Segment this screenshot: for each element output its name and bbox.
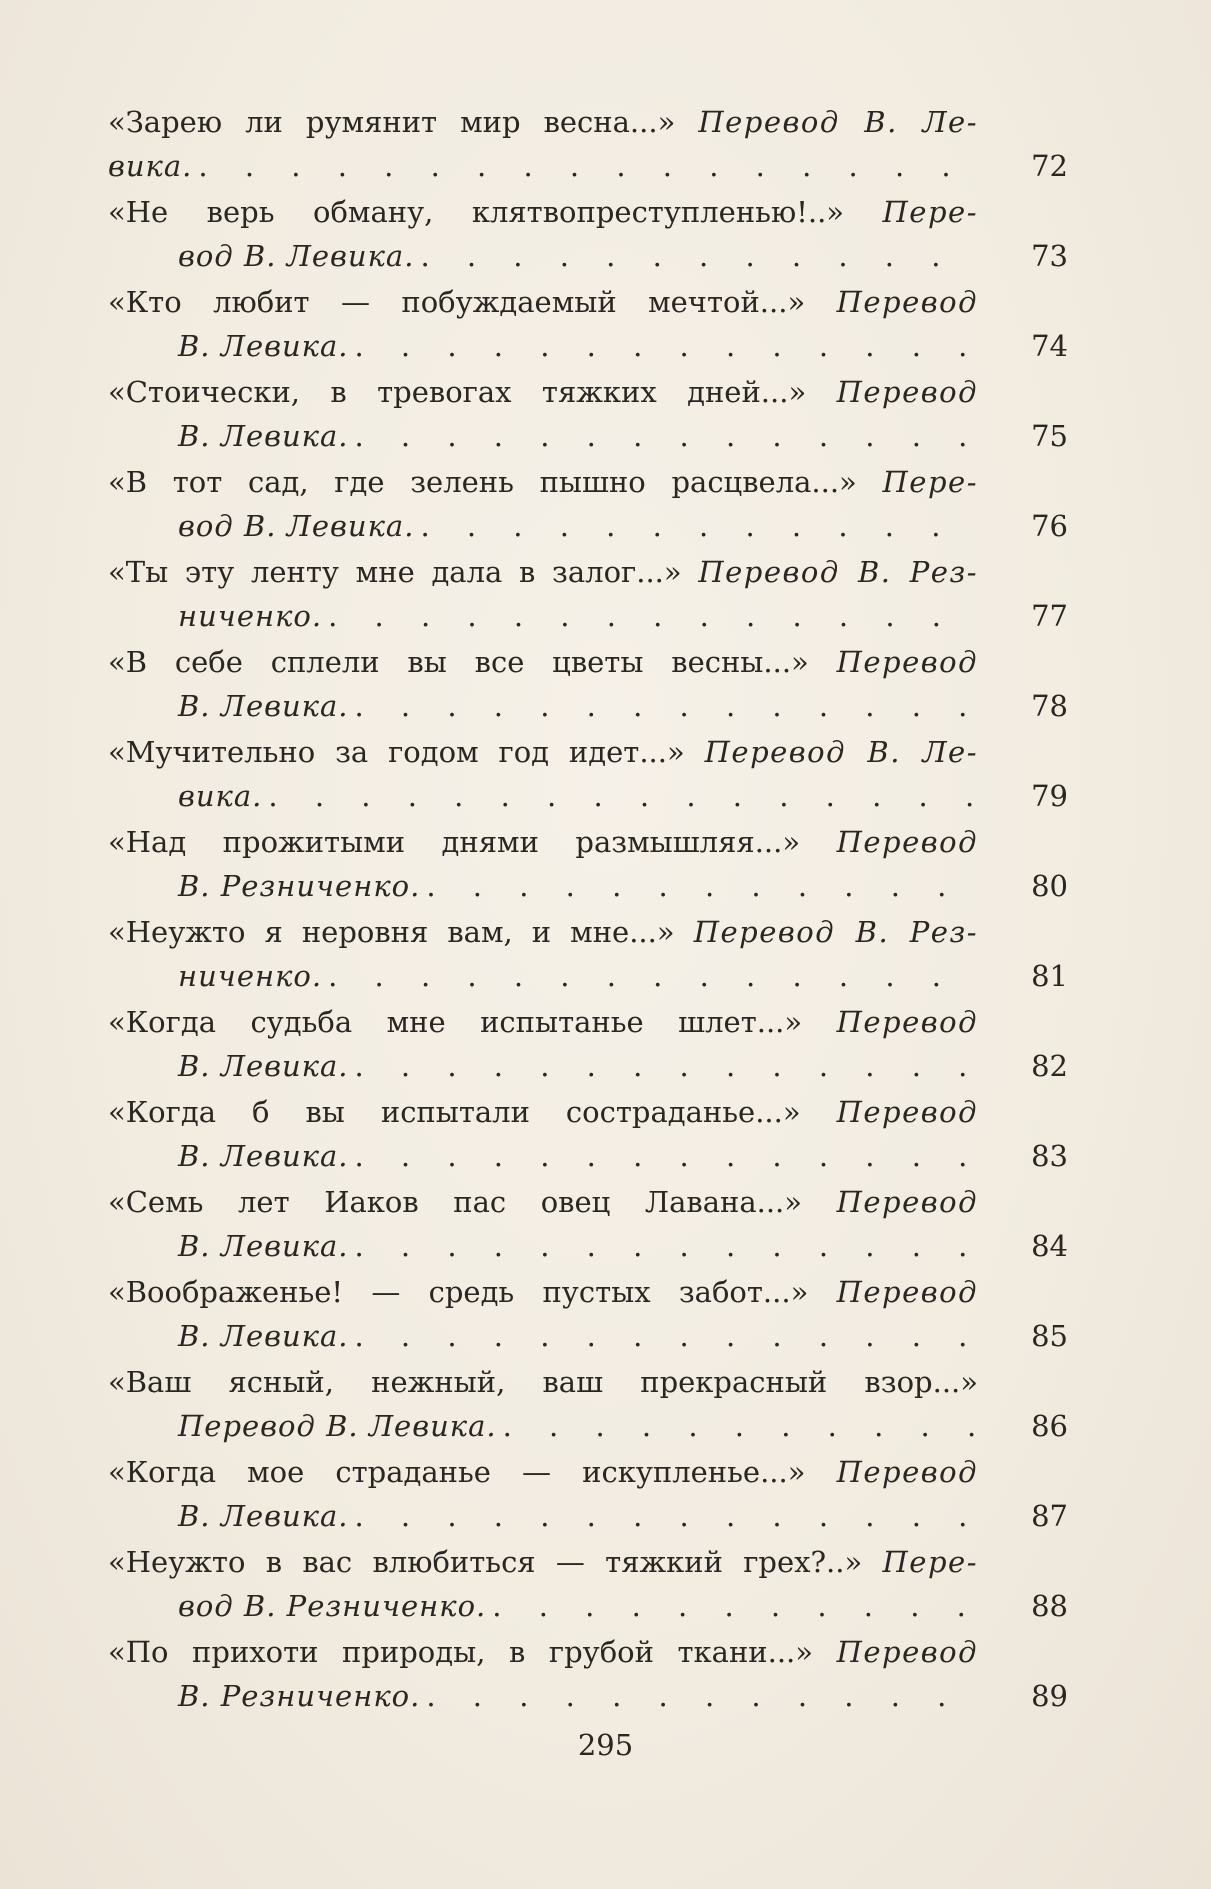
poem-first-line: «Зарею ли румянит мир весна...» bbox=[108, 105, 676, 139]
translator-credit: Перевод bbox=[836, 375, 978, 409]
toc-entry bbox=[108, 1360, 1068, 1450]
poem-first-line: «Когда б вы испытали состраданье...» bbox=[108, 1095, 801, 1129]
page-number: 83 bbox=[1031, 1139, 1068, 1173]
translator-credit: Перевод bbox=[836, 645, 978, 679]
page-number: 80 bbox=[1031, 869, 1068, 903]
translator-credit: Перевод bbox=[836, 1455, 978, 1489]
translator-credit-continued: В. Левика. bbox=[178, 1229, 349, 1263]
poem-first-line: «Ваш ясный, нежный, ваш прекрасный взор...» bbox=[108, 1365, 978, 1399]
toc-entry bbox=[108, 1630, 1068, 1720]
page-number: 73 bbox=[1031, 239, 1068, 273]
translator-credit: Пере- bbox=[882, 465, 978, 499]
translator-credit-continued: В. Левика. bbox=[178, 1319, 349, 1353]
page-number: 81 bbox=[1031, 959, 1068, 993]
poem-first-line: «Когда мое страданье — искупленье...» bbox=[108, 1455, 806, 1489]
poem-first-line: «Кто любит — побуждаемый мечтой...» bbox=[108, 285, 806, 319]
page-number: 74 bbox=[1031, 329, 1068, 363]
leader-dots bbox=[420, 864, 978, 908]
translator-credit: Пере- bbox=[882, 195, 978, 229]
translator-credit: Перевод bbox=[836, 285, 978, 319]
translator-credit-continued: вика. bbox=[108, 149, 193, 183]
page-number: 72 bbox=[1031, 149, 1068, 183]
leader-dots bbox=[322, 594, 978, 638]
toc-entry bbox=[108, 1540, 1068, 1630]
page-number: 88 bbox=[1031, 1589, 1068, 1623]
leader-dots bbox=[486, 1584, 978, 1628]
toc-entry bbox=[108, 910, 1068, 1000]
leader-dots bbox=[349, 684, 979, 728]
poem-first-line: «В тот сад, где зелень пышно расцвела...» bbox=[108, 465, 857, 499]
leader-dots bbox=[414, 504, 978, 548]
poem-first-line: «Когда судьба мне испытанье шлет...» bbox=[108, 1005, 803, 1039]
poem-first-line: «Над прожитыми днями размышляя...» bbox=[108, 825, 801, 859]
leader-dots bbox=[349, 1494, 979, 1538]
translator-credit-continued: ниченко. bbox=[178, 599, 323, 633]
toc-entry bbox=[108, 550, 1068, 640]
translator-credit-continued: В. Левика. bbox=[178, 1049, 349, 1083]
leader-dots bbox=[349, 1134, 979, 1178]
page-number: 86 bbox=[1031, 1409, 1068, 1443]
page-number: 78 bbox=[1031, 689, 1068, 723]
poem-first-line: «Не верь обману, клятвопреступленью!..» bbox=[108, 195, 845, 229]
translator-credit: Перевод bbox=[836, 1095, 978, 1129]
translator-credit: Перевод bbox=[836, 825, 978, 859]
poem-first-line: «Неужто я неровня вам, и мне...» bbox=[108, 915, 675, 949]
translator-credit: Пере- bbox=[882, 1545, 978, 1579]
toc-entry bbox=[108, 280, 1068, 370]
translator-credit: Перевод bbox=[836, 1005, 978, 1039]
leader-dots bbox=[349, 414, 979, 458]
translator-credit: Перевод В. Рез- bbox=[693, 915, 978, 949]
poem-first-line: «По прихоти природы, в грубой ткани...» bbox=[108, 1635, 814, 1669]
translator-credit-continued: вод В. Левика. bbox=[178, 239, 415, 273]
leader-dots bbox=[349, 1224, 979, 1268]
toc-entry bbox=[108, 640, 1068, 730]
leader-dots bbox=[497, 1404, 978, 1448]
toc-entry bbox=[108, 820, 1068, 910]
toc-entry bbox=[108, 1180, 1068, 1270]
poem-first-line: «Мучительно за годом год идет...» bbox=[108, 735, 685, 769]
translator-credit-continued: В. Левика. bbox=[178, 419, 349, 453]
leader-dots bbox=[349, 1314, 979, 1358]
page-number: 75 bbox=[1031, 419, 1068, 453]
translator-credit-continued: В. Левика. bbox=[178, 329, 349, 363]
translator-credit-continued: вика. bbox=[178, 779, 263, 813]
poem-first-line: «Семь лет Иаков пас овец Лавана...» bbox=[108, 1185, 803, 1219]
translator-credit-continued: В. Левика. bbox=[178, 1139, 349, 1173]
page-number: 84 bbox=[1031, 1229, 1068, 1263]
poem-first-line: «В себе сплели вы все цветы весны...» bbox=[108, 645, 809, 679]
leader-dots bbox=[262, 774, 978, 818]
page-number: 77 bbox=[1031, 599, 1068, 633]
toc-entry bbox=[108, 1270, 1068, 1360]
toc-entry bbox=[108, 190, 1068, 280]
toc-entry bbox=[108, 370, 1068, 460]
leader-dots bbox=[322, 954, 978, 998]
poem-first-line: «Воображенье! — средь пустых забот...» bbox=[108, 1275, 809, 1309]
toc-entry bbox=[108, 460, 1068, 550]
toc-entry bbox=[108, 100, 1068, 190]
toc-entry bbox=[108, 1000, 1068, 1090]
poem-first-line: «Неужто в вас влюбиться — тяжкий грех?..» bbox=[108, 1545, 863, 1579]
page-number: 89 bbox=[1031, 1679, 1068, 1713]
table-of-contents bbox=[108, 100, 1068, 1720]
toc-entry bbox=[108, 730, 1068, 820]
translator-credit-continued: В. Резниченко. bbox=[178, 1679, 421, 1713]
page-number: 79 bbox=[1031, 779, 1068, 813]
leader-dots bbox=[349, 324, 979, 368]
page-number: 87 bbox=[1031, 1499, 1068, 1533]
page-number: 76 bbox=[1031, 509, 1068, 543]
poem-first-line: «Ты эту ленту мне дала в залог...» bbox=[108, 555, 682, 589]
leader-dots bbox=[192, 144, 978, 188]
translator-credit-continued: В. Левика. bbox=[178, 689, 349, 723]
leader-dots bbox=[414, 234, 978, 278]
translator-credit: Перевод bbox=[836, 1185, 978, 1219]
toc-entry bbox=[108, 1450, 1068, 1540]
translator-credit-continued: В. Левика. bbox=[178, 1499, 349, 1533]
poem-first-line: «Стоически, в тревогах тяжких дней...» bbox=[108, 375, 807, 409]
translator-credit-continued: ниченко. bbox=[178, 959, 323, 993]
translator-credit-continued: вод В. Левика. bbox=[178, 509, 415, 543]
translator-credit-continued: вод В. Резниченко. bbox=[178, 1589, 487, 1623]
translator-credit: Перевод bbox=[836, 1635, 978, 1669]
translator-credit-continued: Перевод В. Левика. bbox=[178, 1409, 497, 1443]
page-number: 82 bbox=[1031, 1049, 1068, 1083]
translator-credit: Перевод bbox=[836, 1275, 978, 1309]
folio-page-number: 295 bbox=[577, 1728, 634, 1762]
toc-entry bbox=[108, 1090, 1068, 1180]
translator-credit: Перевод В. Ле- bbox=[698, 105, 978, 139]
translator-credit: Перевод В. Рез- bbox=[698, 555, 978, 589]
translator-credit-continued: В. Резниченко. bbox=[178, 869, 421, 903]
leader-dots bbox=[349, 1044, 979, 1088]
translator-credit: Перевод В. Ле- bbox=[704, 735, 978, 769]
leader-dots bbox=[420, 1674, 978, 1718]
page-number: 85 bbox=[1031, 1319, 1068, 1353]
